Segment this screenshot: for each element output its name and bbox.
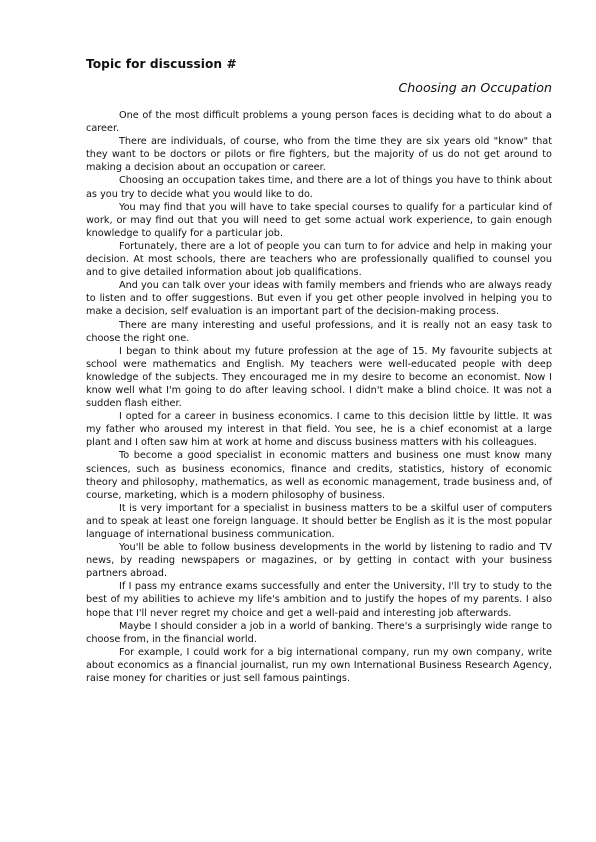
paragraph: If I pass my entrance exams successfully and enter the University, I'll try to study to the best of my abilities to achieve my life's ambition and to justify the hopes of my parents. I also hope that I'll never regret my choice and get a well-paid and interesting job afterwards.: [86, 581, 552, 619]
paragraph: You may find that you will have to take special courses to qualify for a particular kind of work, or may find out that you will need to get some actual work experience, to gain enough knowledge to qualify for a particular job.: [86, 201, 552, 239]
paragraph: To become a good specialist in economic matters and business one must know many sciences, such as business economics, finance and credits, statistics, history of economic theory and philosophy, mathematics, as well as economic management, trade business and, of course, marketing, which is a modern philosophy of business.: [86, 450, 552, 501]
paragraph: And you can talk over your ideas with family members and friends who are always ready to listen and to offer suggestions. But even if you get other people involved in helping you to make a decision, self evaluation is an important part of the decision-making process.: [86, 280, 552, 318]
document-title: Choosing an Occupation: [398, 80, 552, 95]
paragraph: Fortunately, there are a lot of people you can turn to for advice and help in making your decision. At most schools, there are teachers who are professionally qualified to counsel you and to give detailed information about job qualifications.: [86, 240, 552, 279]
paragraph: For example, I could work for a big international company, run my own company, write about economics as a financial journalist, run my own International Business Research Agency, raise money for charities or just sell famous paintings.: [86, 646, 552, 685]
topic-heading: Topic for discussion #: [86, 57, 237, 71]
paragraph: I began to think about my future profession at the age of 15. My favourite subjects at school were mathematics and English. My teachers were well-educated people with deep knowledge of the subjects. They encouraged me in my desire to become an economist. Now I know well what I'm going to do after leaving school. I didn't make a blind choice. It was not a sudden flash either.: [86, 345, 552, 410]
paragraph: You'll be able to follow business developments in the world by listening to radio and TV news, by reading newspapers or magazines, or by getting in contact with your business partners abroad.: [86, 542, 552, 580]
paragraph: It is very important for a specialist in business matters to be a skilful user of computers and to speak at least one foreign language. It should better be English as it is the most popular language of international business communication.: [86, 502, 552, 540]
paragraph: I opted for a career in business economics. I came to this decision little by little. It was my father who aroused my interest in that field. You see, he is a chief economist at a large plant and I often saw him at work at home and discuss business matters with his colleagues.: [86, 411, 552, 449]
paragraph: Maybe I should consider a job in a world of banking. There's a surprisingly wide range to choose from, in the financial world.: [86, 620, 552, 645]
paragraph: There are many interesting and useful professions, and it is really not an easy task to choose the right one.: [86, 319, 552, 344]
paragraph: One of the most difficult problems a young person faces is deciding what to do about a career.: [86, 110, 552, 135]
paragraph: There are individuals, of course, who from the time they are six years old "know" that they want to be doctors or pilots or fire fighters, but the majority of us do not get around to making a decision about an occupation or career.: [86, 136, 552, 174]
paragraph: Choosing an occupation takes time, and there are a lot of things you have to think about as you try to decide what you would like to do.: [86, 175, 552, 200]
body-text: [86, 109, 552, 685]
